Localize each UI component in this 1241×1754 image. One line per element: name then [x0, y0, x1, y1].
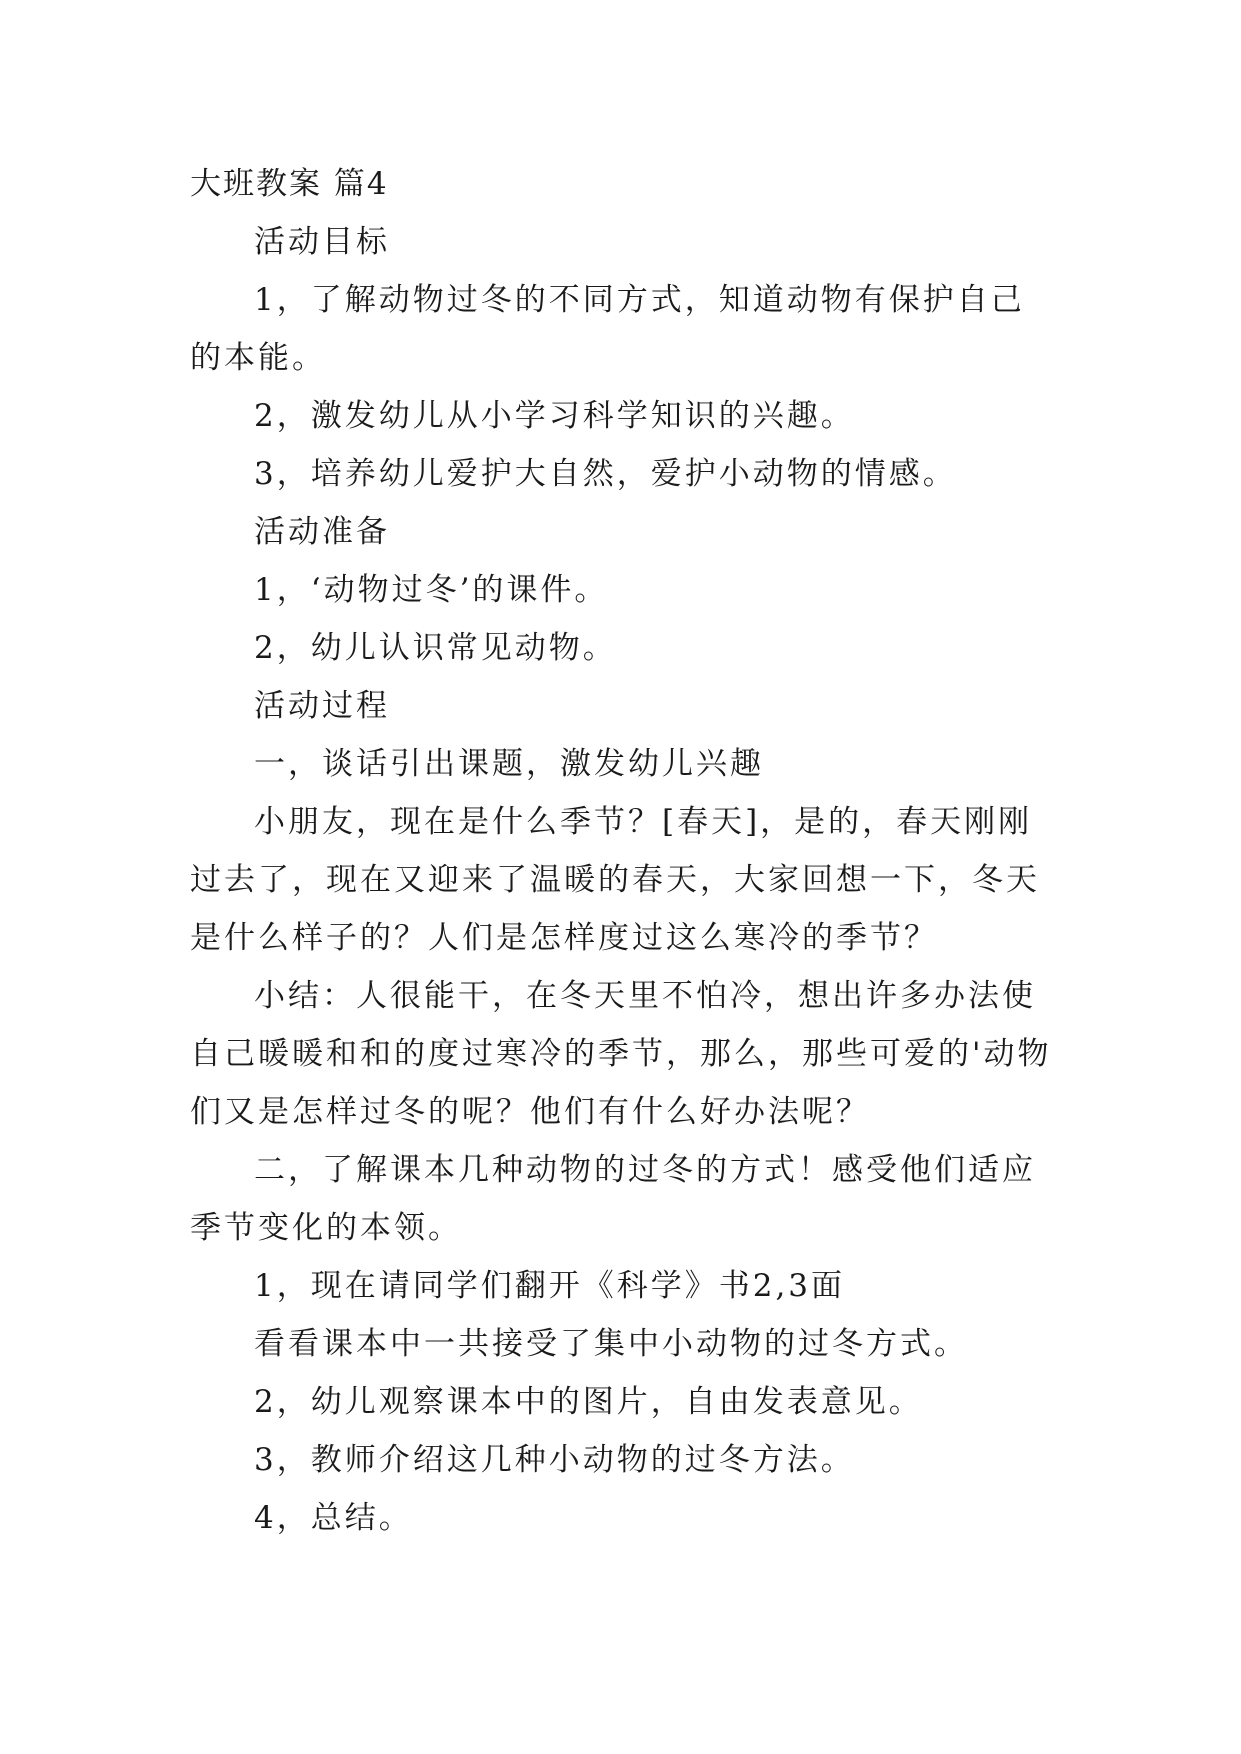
paragraph: 2，幼儿认识常见动物。	[254, 630, 617, 666]
paragraph: 小朋友，现在是什么季节？[春天]，是的，春天刚刚过去了，现在又迎来了温暖的春天，大家回想一下，冬天是什么样子的？人们是怎样度过这么寒冷的季节？	[190, 804, 1040, 956]
paragraph: 一，谈话引出课题，激发幼儿兴趣	[254, 746, 764, 782]
paragraph: 2，幼儿观察课本中的图片，自由发表意见。	[254, 1384, 923, 1420]
section-heading-preparation: 活动准备	[254, 514, 390, 550]
paragraph: 二，了解课本几种动物的过冬的方式！感受他们适应季节变化的本领。	[190, 1152, 1036, 1246]
section-heading-goals: 活动目标	[254, 224, 390, 260]
paragraph: 1，‘动物过冬’的课件。	[254, 572, 609, 608]
paragraph: 4，总结。	[254, 1500, 413, 1536]
paragraph: 2，激发幼儿从小学习科学知识的兴趣。	[254, 398, 855, 434]
paragraph: 1，了解动物过冬的不同方式，知道动物有保护自己的本能。	[190, 282, 1025, 376]
paragraph: 3，培养幼儿爱护大自然，爱护小动物的情感。	[254, 456, 957, 492]
section-heading-process: 活动过程	[254, 688, 390, 724]
paragraph: 小结：人很能干，在冬天里不怕冷，想出许多办法使自己暖暖和和的度过寒冷的季节，那么，那些可爱的'动物们又是怎样过冬的呢？他们有什么好办法呢？	[190, 978, 1052, 1130]
paragraph: 3，教师介绍这几种小动物的过冬方法。	[254, 1442, 855, 1478]
document-body	[190, 155, 1058, 1547]
paragraph: 看看课本中一共接受了集中小动物的过冬方式。	[254, 1326, 968, 1362]
paragraph: 1，现在请同学们翻开《科学》书2,3面	[254, 1268, 846, 1304]
document-title: 大班教案 篇4	[190, 166, 389, 202]
